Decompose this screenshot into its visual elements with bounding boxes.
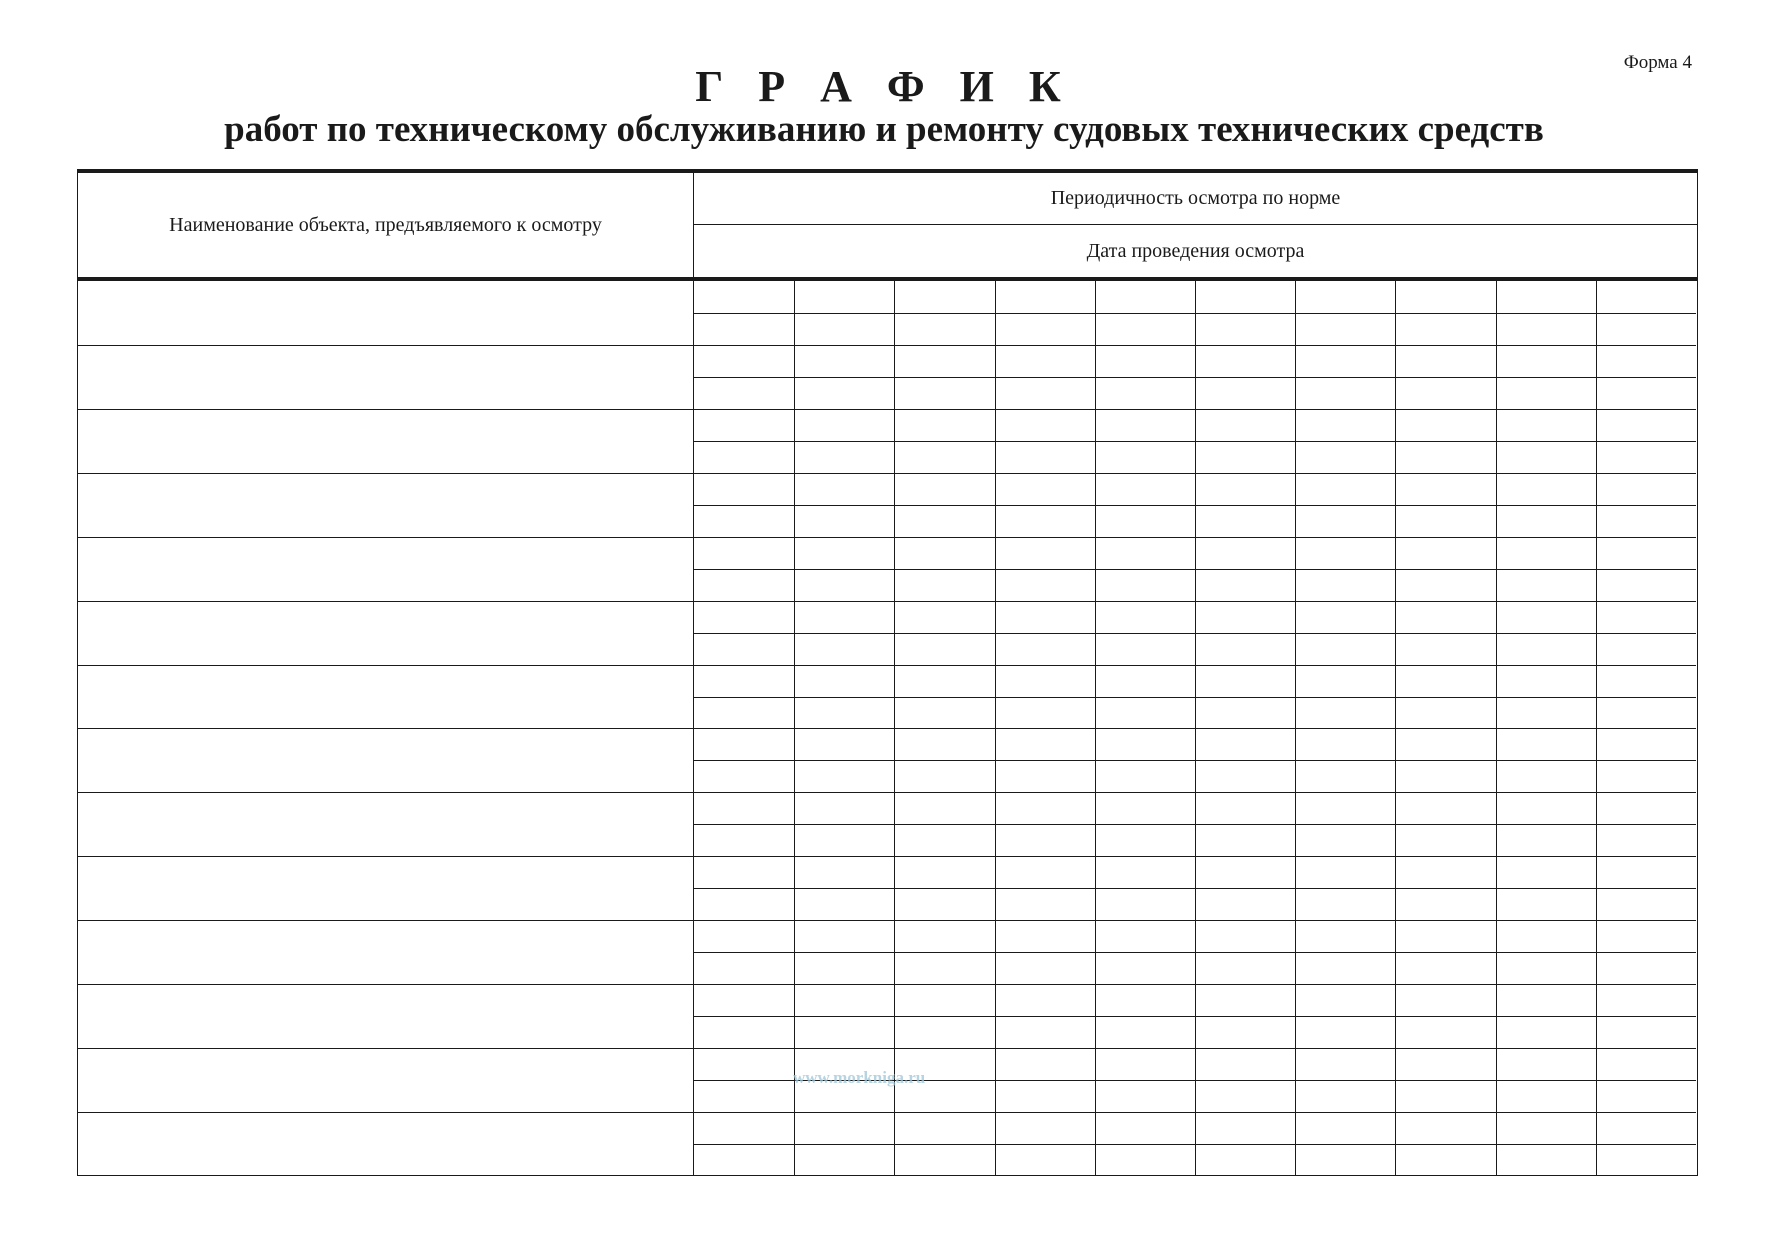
object-name-cell[interactable]: [78, 984, 694, 1048]
watermark: www.morkniga.ru: [793, 1068, 926, 1087]
date-column-divider: [794, 281, 795, 1176]
object-name-cell[interactable]: [78, 665, 694, 729]
object-name-cell[interactable]: [78, 1112, 694, 1176]
form-number: Форма 4: [1623, 52, 1692, 73]
object-name-cell[interactable]: [78, 856, 694, 920]
object-name-cell[interactable]: [78, 537, 694, 601]
date-column-divider: [1095, 281, 1096, 1176]
date-column-divider: [1596, 281, 1597, 1176]
table-row: [78, 409, 1697, 473]
object-name-cell[interactable]: [78, 601, 694, 665]
header-object-name: [78, 173, 694, 277]
object-name-cell[interactable]: [78, 792, 694, 856]
table-row: [78, 729, 1697, 793]
object-name-cell[interactable]: [78, 729, 694, 793]
object-name-cell[interactable]: [78, 1048, 694, 1112]
document-title: Г Р А Ф И К: [695, 62, 1073, 111]
date-column-divider: [1496, 281, 1497, 1176]
table-row: [78, 345, 1697, 409]
date-column-divider: [1295, 281, 1296, 1176]
table-row: [78, 281, 1697, 345]
schedule-table: [77, 169, 1698, 1176]
date-column-divider: [995, 281, 996, 1176]
document-subtitle: работ по техническому обслуживанию и ремонту судовых технических средств: [224, 109, 1544, 150]
date-column-divider: [1195, 281, 1196, 1176]
header-object-name-label: Наименование объекта, предъявляемого к осмотру: [169, 213, 602, 236]
table-row: [78, 792, 1697, 856]
header-inspection-period: [694, 173, 1697, 225]
table-row: [78, 1112, 1697, 1176]
table-row: [78, 920, 1697, 984]
date-column-divider: [894, 281, 895, 1176]
table-row: [78, 537, 1697, 601]
table-row: [78, 984, 1697, 1048]
object-name-cell[interactable]: [78, 920, 694, 984]
object-name-cell[interactable]: [78, 409, 694, 473]
table-row: [78, 601, 1697, 665]
object-name-cell[interactable]: [78, 281, 694, 345]
table-row: [78, 473, 1697, 537]
header-inspection-date: [694, 225, 1697, 277]
header-inspection-date-label: Дата проведения осмотра: [1086, 239, 1305, 262]
table-row: [78, 856, 1697, 920]
table-body: [78, 281, 1697, 1176]
date-column-divider: [1395, 281, 1396, 1176]
header-inspection-period-label: Периодичность осмотра по норме: [1050, 187, 1341, 209]
table-row: [78, 665, 1697, 729]
object-name-cell[interactable]: [78, 345, 694, 409]
object-name-cell[interactable]: [78, 473, 694, 537]
